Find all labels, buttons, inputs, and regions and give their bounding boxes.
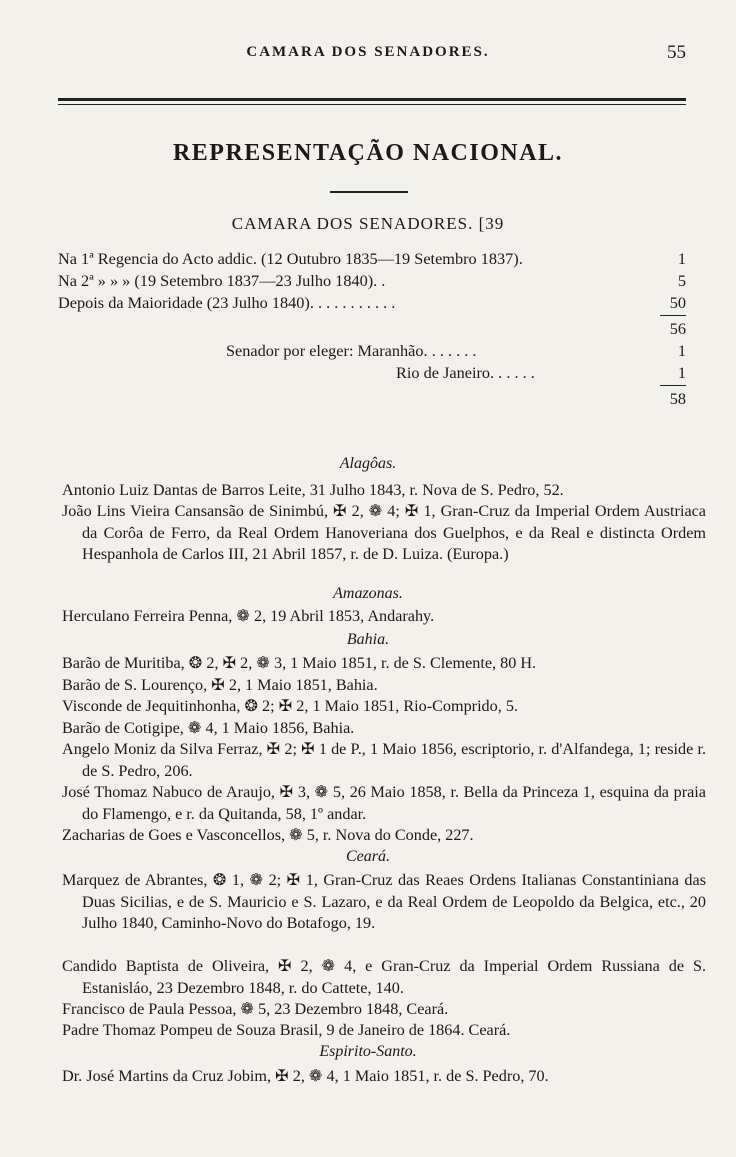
summary-value: 50 [669, 293, 686, 312]
province-heading: Alagôas. [339, 455, 397, 472]
elect-label: Rio de Janeiro. . . . . . [396, 363, 535, 382]
total-value: 58 [669, 389, 686, 408]
summary-label: Na 2ª » » » (19 Setembro 1837—23 Julho 1840). . [58, 271, 386, 290]
section-heading: CAMARA DOS SENADORES. [39 [231, 214, 505, 233]
province-heading: Bahia. [346, 631, 390, 648]
summary-value: 1 [677, 249, 686, 268]
page-number: 55 [667, 42, 686, 63]
senator-entry: Visconde de Jequitinhonha, ❂ 2; ✠ 2, 1 Maio 1851, Rio-Comprido, 5. [62, 697, 518, 715]
senator-entry: Barão de S. Lourenço, ✠ 2, 1 Maio 1851, Bahia. [62, 676, 378, 694]
page-title: REPRESENTAÇÃO NACIONAL. [172, 140, 564, 166]
elect-row [58, 340, 686, 362]
senator-entry: Francisco de Paula Pessoa, ❁ 5, 23 Dezembro 1848, Ceará. [62, 1000, 449, 1018]
header-rule-thin [58, 104, 686, 105]
summary-row [58, 248, 686, 270]
total-row [58, 388, 686, 410]
subtotal-rule [660, 315, 686, 316]
elect-value: 1 [677, 363, 686, 382]
header-rule-thick [58, 98, 686, 101]
running-title: CAMARA DOS SENADORES. [246, 44, 490, 60]
senator-entry: Padre Thomaz Pompeu de Souza Brasil, 9 de Janeiro de 1864. Ceará. [62, 1021, 511, 1039]
summary-label: Depois da Maioridade (23 Julho 1840). . . . . . . . . . . [58, 293, 396, 312]
total-rule [660, 385, 686, 386]
senator-entry: Antonio Luiz Dantas de Barros Leite, 31 Julho 1843, r. Nova de S. Pedro, 52. [62, 481, 564, 499]
summary-row [58, 292, 686, 314]
senator-entry: João Lins Vieira Cansansão de Sinimbú, ✠ 2, ❁ 4; ✠ 1, Gran-Cruz da Imperial Ordem Austriaca da Corôa de Ferro, da Real Ordem Hanoveriana dos Guelphos, e da Real e distincta Ordem Hespanhola de Carlos III, 21 Abril 1857, r. de D. Luiza. (Europa.) [62, 502, 706, 563]
senator-entry: Herculano Ferreira Penna, ❁ 2, 19 Abril 1853, Andarahy. [62, 607, 435, 625]
senator-entry: Candido Baptista de Oliveira, ✠ 2, ❁ 4, e Gran-Cruz da Imperial Ordem Russiana de S. Estanisláo, 23 Dezembro 1848, r. do Cattete, 140. [62, 957, 706, 997]
elect-value: 1 [677, 341, 686, 360]
province-heading: Espirito-Santo. [319, 1043, 417, 1060]
elect-label: Senador por eleger: Maranhão. . . . . . . [226, 341, 477, 360]
summary-row [58, 270, 686, 292]
province-heading: Ceará. [346, 848, 390, 865]
senator-entry: Zacharias de Goes e Vasconcellos, ❁ 5, r. Nova do Conde, 227. [62, 826, 474, 844]
senator-entry: Barão de Cotigipe, ❁ 4, 1 Maio 1856, Bahia. [62, 719, 355, 737]
senator-entry: Dr. José Martins da Cruz Jobim, ✠ 2, ❁ 4, 1 Maio 1851, r. de S. Pedro, 70. [62, 1067, 549, 1085]
title-divider [330, 191, 408, 193]
province-heading: Amazonas. [333, 585, 403, 602]
summary-value: 5 [677, 271, 686, 290]
senator-entry: Angelo Moniz da Silva Ferraz, ✠ 2; ✠ 1 de P., 1 Maio 1856, escriptorio, r. d'Alfandega, 1; reside r. de S. Pedro, 206. [62, 740, 706, 780]
subtotal-row [58, 318, 686, 340]
elect-row [58, 362, 686, 384]
senator-entry: José Thomaz Nabuco de Araujo, ✠ 3, ❁ 5, 26 Maio 1858, r. Bella da Princeza 1, esquina da praia do Flamengo, e r. da Quitanda, 58, 1º andar. [62, 783, 706, 823]
senator-entry: Barão de Muritiba, ❂ 2, ✠ 2, ❁ 3, 1 Maio 1851, r. de S. Clemente, 80 H. [62, 654, 537, 672]
subtotal-value: 56 [669, 319, 686, 338]
senator-entry: Marquez de Abrantes, ❂ 1, ❁ 2; ✠ 1, Gran-Cruz das Reaes Ordens Italianas Constantiniana das Duas Sicilias, e de S. Mauricio e S. Lazaro, e da Real Ordem de Leopoldo da Belgica, etc., 20 Julho 1840, Caminho-Novo do Botafogo, 19. [62, 871, 706, 932]
summary-label: Na 1ª Regencia do Acto addic. (12 Outubro 1835—19 Setembro 1837). [58, 249, 523, 268]
